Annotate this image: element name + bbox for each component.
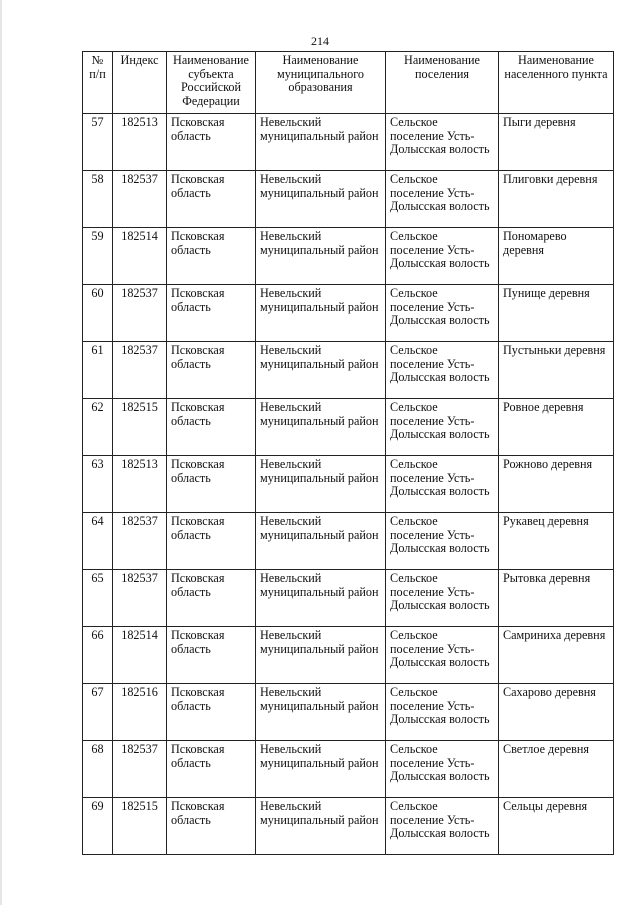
- table-row: [83, 627, 614, 684]
- cell-municipality: Невельский муниципальный район: [256, 228, 386, 285]
- cell-settlement: Сельское поселение Усть-Долысская волость: [386, 342, 499, 399]
- cell-settlement: Сельское поселение Усть-Долысская волость: [386, 798, 499, 855]
- cell-locality: Самриниха деревня: [499, 627, 614, 684]
- cell-subject: Псковская область: [167, 456, 256, 513]
- cell-number: 67: [83, 684, 113, 741]
- cell-subject: Псковская область: [167, 627, 256, 684]
- table-row: [83, 684, 614, 741]
- page-number: 214: [311, 34, 329, 48]
- table-header: [83, 52, 614, 114]
- cell-number: 61: [83, 342, 113, 399]
- cell-index: 182516: [113, 684, 167, 741]
- cell-index: 182537: [113, 570, 167, 627]
- cell-index: 182514: [113, 627, 167, 684]
- cell-index: 182537: [113, 171, 167, 228]
- cell-settlement: Сельское поселение Усть-Долысская волость: [386, 570, 499, 627]
- header-number: № п/п: [83, 52, 113, 114]
- table-row: [83, 114, 614, 171]
- cell-municipality: Невельский муниципальный район: [256, 684, 386, 741]
- header-subject: Наименование субъекта Российской Федерации: [167, 52, 256, 114]
- cell-index: 182537: [113, 342, 167, 399]
- cell-index: 182537: [113, 285, 167, 342]
- cell-municipality: Невельский муниципальный район: [256, 171, 386, 228]
- cell-settlement: Сельское поселение Усть-Долысская волость: [386, 114, 499, 171]
- table-row: [83, 798, 614, 855]
- cell-municipality: Невельский муниципальный район: [256, 798, 386, 855]
- cell-locality: Пустыньки деревня: [499, 342, 614, 399]
- cell-number: 60: [83, 285, 113, 342]
- header-row: [83, 52, 614, 114]
- cell-locality: Ровное деревня: [499, 399, 614, 456]
- table-row: [83, 513, 614, 570]
- cell-subject: Псковская область: [167, 513, 256, 570]
- cell-subject: Псковская область: [167, 171, 256, 228]
- cell-locality: Рожново деревня: [499, 456, 614, 513]
- header-index: Индекс: [113, 52, 167, 114]
- cell-number: 66: [83, 627, 113, 684]
- cell-number: 59: [83, 228, 113, 285]
- scan-edge-shadow: [0, 0, 2, 905]
- cell-subject: Псковская область: [167, 741, 256, 798]
- table-row: [83, 342, 614, 399]
- cell-number: 68: [83, 741, 113, 798]
- cell-index: 182515: [113, 798, 167, 855]
- cell-settlement: Сельское поселение Усть-Долысская волость: [386, 684, 499, 741]
- cell-municipality: Невельский муниципальный район: [256, 513, 386, 570]
- cell-locality: Плиговки деревня: [499, 171, 614, 228]
- cell-locality: Рытовка деревня: [499, 570, 614, 627]
- table-row: [83, 228, 614, 285]
- cell-index: 182537: [113, 741, 167, 798]
- cell-locality: Рукавец деревня: [499, 513, 614, 570]
- cell-index: 182513: [113, 456, 167, 513]
- cell-settlement: Сельское поселение Усть-Долысская волость: [386, 513, 499, 570]
- cell-municipality: Невельский муниципальный район: [256, 399, 386, 456]
- header-locality: Наименование населенного пункта: [499, 52, 614, 114]
- cell-settlement: Сельское поселение Усть-Долысская волость: [386, 171, 499, 228]
- header-municipality: Наименование муниципального образования: [256, 52, 386, 114]
- cell-subject: Псковская область: [167, 228, 256, 285]
- cell-number: 62: [83, 399, 113, 456]
- table-row: [83, 171, 614, 228]
- cell-subject: Псковская область: [167, 342, 256, 399]
- cell-number: 58: [83, 171, 113, 228]
- cell-settlement: Сельское поселение Усть-Долысская волость: [386, 399, 499, 456]
- cell-locality: Пономарево деревня: [499, 228, 614, 285]
- cell-index: 182514: [113, 228, 167, 285]
- settlements-table: [82, 51, 614, 855]
- cell-number: 63: [83, 456, 113, 513]
- cell-subject: Псковская область: [167, 798, 256, 855]
- cell-number: 57: [83, 114, 113, 171]
- table-body: [83, 114, 614, 855]
- cell-municipality: Невельский муниципальный район: [256, 285, 386, 342]
- cell-settlement: Сельское поселение Усть-Долысская волость: [386, 741, 499, 798]
- cell-settlement: Сельское поселение Усть-Долысская волость: [386, 456, 499, 513]
- cell-settlement: Сельское поселение Усть-Долысская волость: [386, 285, 499, 342]
- table-row: [83, 741, 614, 798]
- cell-subject: Псковская область: [167, 285, 256, 342]
- cell-locality: Пунище деревня: [499, 285, 614, 342]
- cell-index: 182513: [113, 114, 167, 171]
- cell-municipality: Невельский муниципальный район: [256, 741, 386, 798]
- cell-number: 69: [83, 798, 113, 855]
- cell-settlement: Сельское поселение Усть-Долысская волость: [386, 228, 499, 285]
- cell-subject: Псковская область: [167, 114, 256, 171]
- cell-municipality: Невельский муниципальный район: [256, 342, 386, 399]
- cell-locality: Сахарово деревня: [499, 684, 614, 741]
- table-row: [83, 285, 614, 342]
- cell-index: 182537: [113, 513, 167, 570]
- cell-locality: Сельцы деревня: [499, 798, 614, 855]
- cell-number: 65: [83, 570, 113, 627]
- cell-subject: Псковская область: [167, 684, 256, 741]
- cell-locality: Пыги деревня: [499, 114, 614, 171]
- table-row: [83, 399, 614, 456]
- cell-number: 64: [83, 513, 113, 570]
- table-row: [83, 456, 614, 513]
- cell-index: 182515: [113, 399, 167, 456]
- cell-locality: Светлое деревня: [499, 741, 614, 798]
- table-row: [83, 570, 614, 627]
- cell-municipality: Невельский муниципальный район: [256, 627, 386, 684]
- cell-settlement: Сельское поселение Усть-Долысская волость: [386, 627, 499, 684]
- header-settlement: Наименование поселения: [386, 52, 499, 114]
- cell-subject: Псковская область: [167, 570, 256, 627]
- cell-municipality: Невельский муниципальный район: [256, 114, 386, 171]
- cell-subject: Псковская область: [167, 399, 256, 456]
- cell-municipality: Невельский муниципальный район: [256, 570, 386, 627]
- cell-municipality: Невельский муниципальный район: [256, 456, 386, 513]
